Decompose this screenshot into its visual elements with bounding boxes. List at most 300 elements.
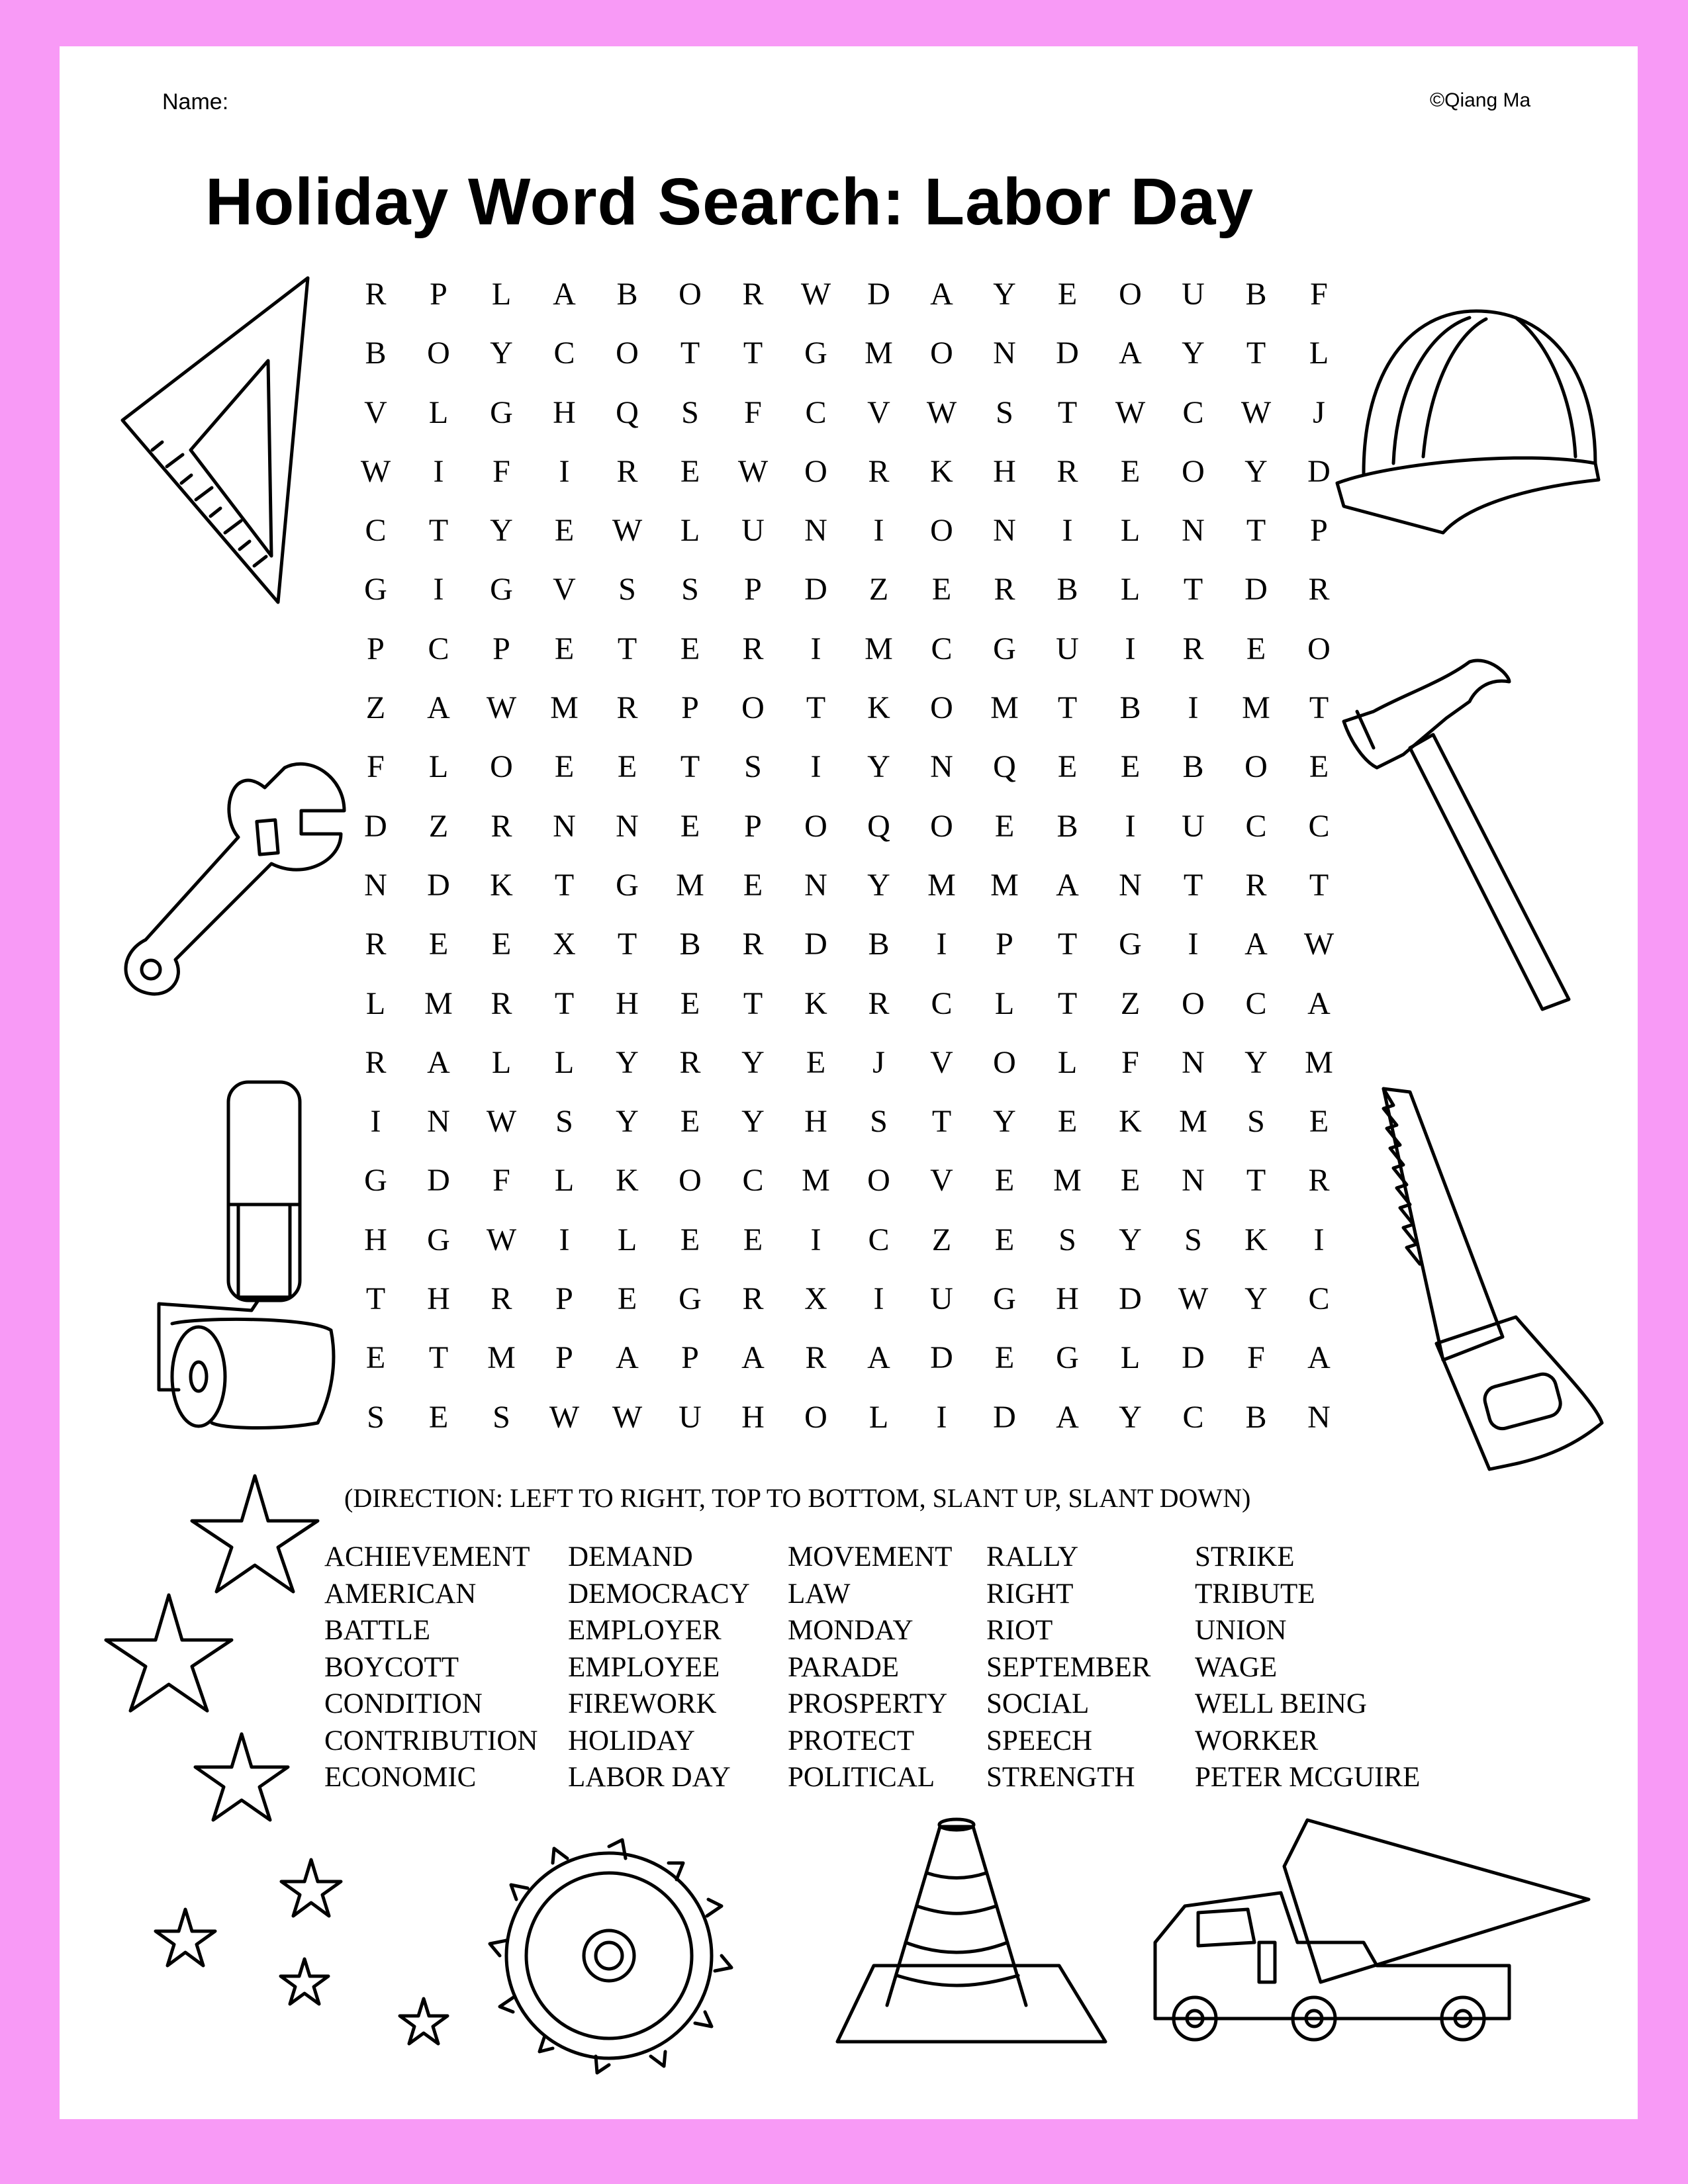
grid-letter[interactable]: E — [994, 1340, 1015, 1376]
grid-letter[interactable]: W — [486, 1104, 517, 1140]
grid-letter[interactable]: W — [800, 277, 831, 312]
grid-letter[interactable]: N — [1182, 1044, 1205, 1080]
grid-letter[interactable]: L — [365, 985, 386, 1021]
grid-letter[interactable]: M — [865, 336, 893, 371]
grid-letter[interactable]: G — [993, 1281, 1016, 1317]
grid-letter[interactable]: G — [427, 1222, 450, 1257]
grid-letter[interactable]: O — [804, 808, 827, 844]
grid-letter[interactable]: B — [1056, 808, 1078, 844]
grid-letter[interactable]: N — [1182, 513, 1205, 549]
grid-letter[interactable]: T — [1057, 394, 1078, 430]
grid-letter[interactable]: R — [868, 985, 890, 1021]
grid-letter[interactable]: T — [680, 336, 700, 371]
grid-letter[interactable]: A — [427, 690, 450, 726]
grid-letter[interactable]: T — [1183, 867, 1203, 903]
grid-letter[interactable]: K — [490, 867, 513, 903]
grid-letter[interactable]: E — [1309, 749, 1329, 785]
grid-letter[interactable]: R — [742, 927, 764, 962]
grid-letter[interactable]: A — [427, 1044, 450, 1080]
grid-letter[interactable]: I — [433, 572, 444, 608]
grid-letter[interactable]: M — [802, 1163, 830, 1199]
grid-letter[interactable]: C — [1182, 394, 1204, 430]
grid-letter[interactable]: U — [1182, 277, 1205, 312]
grid-letter[interactable]: M — [865, 631, 893, 666]
grid-letter[interactable]: U — [1056, 631, 1079, 666]
grid-letter[interactable]: L — [1120, 513, 1141, 549]
grid-letter[interactable]: W — [1303, 927, 1335, 962]
grid-letter[interactable]: A — [553, 277, 576, 312]
grid-letter[interactable]: B — [1245, 1399, 1267, 1435]
grid-letter[interactable]: R — [365, 1044, 387, 1080]
grid-letter[interactable]: E — [554, 749, 575, 785]
grid-letter[interactable]: E — [743, 867, 763, 903]
grid-letter[interactable]: L — [554, 1163, 575, 1199]
grid-letter[interactable]: Y — [1244, 1044, 1268, 1080]
grid-letter[interactable]: R — [1308, 572, 1330, 608]
grid-letter[interactable]: L — [994, 985, 1015, 1021]
grid-letter[interactable]: L — [680, 513, 700, 549]
grid-letter[interactable]: O — [930, 336, 953, 371]
grid-letter[interactable]: P — [996, 927, 1013, 962]
grid-letter[interactable]: Z — [428, 808, 449, 844]
grid-letter[interactable]: L — [428, 394, 449, 430]
grid-letter[interactable]: O — [1244, 749, 1268, 785]
grid-letter[interactable]: S — [996, 394, 1013, 430]
grid-letter[interactable]: G — [490, 394, 513, 430]
grid-letter[interactable]: L — [1057, 1044, 1078, 1080]
grid-letter[interactable]: I — [1125, 631, 1136, 666]
grid-letter[interactable]: Y — [616, 1044, 639, 1080]
grid-letter[interactable]: D — [364, 808, 387, 844]
grid-letter[interactable]: C — [1308, 1281, 1330, 1317]
grid-letter[interactable]: N — [993, 513, 1016, 549]
grid-letter[interactable]: W — [486, 1222, 517, 1257]
grid-letter[interactable]: T — [1246, 336, 1266, 371]
grid-letter[interactable]: K — [930, 453, 953, 489]
grid-letter[interactable]: L — [491, 277, 512, 312]
grid-letter[interactable]: Z — [1120, 985, 1141, 1021]
grid-letter[interactable]: E — [1120, 1163, 1141, 1199]
grid-letter[interactable]: G — [804, 336, 827, 371]
grid-letter[interactable]: O — [427, 336, 450, 371]
grid-letter[interactable]: Z — [365, 690, 386, 726]
grid-letter[interactable]: M — [676, 867, 704, 903]
grid-letter[interactable]: S — [681, 394, 699, 430]
grid-letter[interactable]: T — [428, 513, 449, 549]
grid-letter[interactable]: A — [1056, 1399, 1079, 1435]
grid-letter[interactable]: H — [553, 394, 576, 430]
grid-letter[interactable]: E — [617, 1281, 637, 1317]
grid-letter[interactable]: R — [742, 277, 764, 312]
grid-letter[interactable]: H — [741, 1399, 765, 1435]
grid-letter[interactable]: E — [554, 513, 575, 549]
grid-letter[interactable]: E — [994, 1222, 1015, 1257]
grid-letter[interactable]: S — [681, 572, 699, 608]
grid-letter[interactable]: O — [1307, 631, 1331, 666]
grid-letter[interactable]: F — [1121, 1044, 1139, 1080]
grid-letter[interactable]: A — [1307, 1340, 1331, 1376]
grid-letter[interactable]: K — [1119, 1104, 1142, 1140]
grid-letter[interactable]: Y — [1244, 453, 1268, 489]
grid-letter[interactable]: T — [743, 985, 763, 1021]
grid-letter[interactable]: T — [554, 985, 575, 1021]
grid-letter[interactable]: N — [804, 867, 827, 903]
grid-letter[interactable]: E — [680, 985, 700, 1021]
grid-letter[interactable]: M — [1053, 1163, 1082, 1199]
grid-letter[interactable]: T — [1057, 927, 1078, 962]
grid-letter[interactable]: D — [1056, 336, 1079, 371]
grid-letter[interactable]: R — [742, 631, 764, 666]
grid-letter[interactable]: E — [743, 1222, 763, 1257]
grid-letter[interactable]: N — [616, 808, 639, 844]
grid-letter[interactable]: N — [993, 336, 1016, 371]
grid-letter[interactable]: W — [1115, 394, 1146, 430]
grid-letter[interactable]: E — [554, 631, 575, 666]
grid-letter[interactable]: W — [612, 513, 643, 549]
grid-letter[interactable]: F — [1247, 1340, 1265, 1376]
grid-letter[interactable]: M — [550, 690, 579, 726]
grid-letter[interactable]: T — [554, 867, 575, 903]
grid-letter[interactable]: D — [867, 277, 890, 312]
grid-letter[interactable]: Y — [490, 513, 513, 549]
grid-letter[interactable]: C — [805, 394, 827, 430]
grid-letter[interactable]: C — [742, 1163, 764, 1199]
grid-letter[interactable]: F — [492, 453, 510, 489]
grid-letter[interactable]: T — [743, 336, 763, 371]
grid-letter[interactable]: T — [1246, 513, 1266, 549]
grid-letter[interactable]: B — [1182, 749, 1204, 785]
grid-letter[interactable]: F — [367, 749, 385, 785]
grid-letter[interactable]: N — [1182, 1163, 1205, 1199]
grid-letter[interactable]: E — [931, 572, 952, 608]
grid-letter[interactable]: E — [428, 927, 449, 962]
grid-letter[interactable]: H — [804, 1104, 827, 1140]
grid-letter[interactable]: R — [805, 1340, 827, 1376]
grid-letter[interactable]: G — [364, 1163, 387, 1199]
grid-letter[interactable]: D — [993, 1399, 1016, 1435]
grid-letter[interactable]: A — [930, 277, 953, 312]
grid-letter[interactable]: O — [993, 1044, 1016, 1080]
grid-letter[interactable]: E — [1120, 749, 1141, 785]
grid-letter[interactable]: E — [1120, 453, 1141, 489]
grid-letter[interactable]: L — [1309, 336, 1329, 371]
grid-letter[interactable]: A — [1307, 985, 1331, 1021]
grid-letter[interactable]: V — [364, 394, 387, 430]
grid-letter[interactable]: E — [806, 1044, 826, 1080]
grid-letter[interactable]: R — [491, 985, 512, 1021]
grid-letter[interactable]: D — [1182, 1340, 1205, 1376]
grid-letter[interactable]: U — [930, 1281, 953, 1317]
grid-letter[interactable]: S — [492, 1399, 510, 1435]
grid-letter[interactable]: W — [1178, 1281, 1209, 1317]
grid-letter[interactable]: T — [806, 690, 826, 726]
grid-letter[interactable]: A — [1119, 336, 1142, 371]
grid-letter[interactable]: M — [1305, 1044, 1333, 1080]
grid-letter[interactable]: E — [1057, 1104, 1078, 1140]
grid-letter[interactable]: R — [616, 690, 638, 726]
grid-letter[interactable]: Z — [931, 1222, 952, 1257]
grid-letter[interactable]: Y — [490, 336, 513, 371]
grid-letter[interactable]: Y — [867, 867, 890, 903]
grid-letter[interactable]: M — [927, 867, 956, 903]
grid-letter[interactable]: E — [994, 1163, 1015, 1199]
grid-letter[interactable]: I — [873, 513, 884, 549]
grid-letter[interactable]: D — [804, 572, 827, 608]
grid-letter[interactable]: F — [1310, 277, 1328, 312]
grid-letter[interactable]: M — [1242, 690, 1270, 726]
grid-letter[interactable]: P — [681, 1340, 699, 1376]
grid-letter[interactable]: K — [1244, 1222, 1268, 1257]
grid-letter[interactable]: M — [990, 690, 1019, 726]
grid-letter[interactable]: C — [1245, 808, 1267, 844]
grid-letter[interactable]: U — [741, 513, 765, 549]
grid-letter[interactable]: J — [872, 1044, 885, 1080]
grid-letter[interactable]: Q — [616, 394, 639, 430]
grid-letter[interactable]: T — [617, 927, 637, 962]
grid-letter[interactable]: G — [679, 1281, 702, 1317]
grid-letter[interactable]: I — [1188, 690, 1199, 726]
grid-letter[interactable]: A — [1056, 867, 1079, 903]
grid-letter[interactable]: E — [617, 749, 637, 785]
grid-letter[interactable]: X — [804, 1281, 827, 1317]
grid-letter[interactable]: P — [681, 690, 699, 726]
grid-letter[interactable]: F — [492, 1163, 510, 1199]
grid-letter[interactable]: S — [555, 1104, 573, 1140]
grid-letter[interactable]: N — [1307, 1399, 1331, 1435]
grid-letter[interactable]: P — [1310, 513, 1328, 549]
grid-letter[interactable]: R — [1056, 453, 1078, 489]
grid-letter[interactable]: V — [930, 1044, 953, 1080]
grid-letter[interactable]: Y — [741, 1104, 765, 1140]
grid-letter[interactable]: E — [680, 453, 700, 489]
grid-letter[interactable]: A — [867, 1340, 890, 1376]
grid-letter[interactable]: W — [926, 394, 957, 430]
grid-letter[interactable]: B — [1056, 572, 1078, 608]
grid-letter[interactable]: E — [1246, 631, 1266, 666]
grid-letter[interactable]: O — [804, 453, 827, 489]
grid-letter[interactable]: Z — [868, 572, 889, 608]
grid-letter[interactable]: Q — [993, 749, 1016, 785]
grid-letter[interactable]: E — [491, 927, 512, 962]
grid-letter[interactable]: G — [1056, 1340, 1079, 1376]
grid-letter[interactable]: G — [993, 631, 1016, 666]
grid-letter[interactable]: E — [1309, 1104, 1329, 1140]
grid-letter[interactable]: I — [936, 1399, 947, 1435]
grid-letter[interactable]: B — [1119, 690, 1141, 726]
grid-letter[interactable]: I — [810, 749, 821, 785]
grid-letter[interactable]: W — [737, 453, 769, 489]
grid-letter[interactable]: H — [364, 1222, 387, 1257]
grid-letter[interactable]: E — [1057, 277, 1078, 312]
grid-letter[interactable]: N — [427, 1104, 450, 1140]
grid-letter[interactable]: M — [424, 985, 453, 1021]
grid-letter[interactable]: R — [616, 453, 638, 489]
grid-letter[interactable]: C — [1308, 808, 1330, 844]
grid-letter[interactable]: V — [553, 572, 576, 608]
grid-letter[interactable]: C — [428, 631, 449, 666]
grid-letter[interactable]: N — [553, 808, 576, 844]
grid-letter[interactable]: P — [555, 1340, 573, 1376]
grid-letter[interactable]: D — [1307, 453, 1331, 489]
grid-letter[interactable]: D — [1119, 1281, 1142, 1317]
grid-letter[interactable]: A — [1244, 927, 1268, 962]
grid-letter[interactable]: C — [553, 336, 575, 371]
grid-letter[interactable]: T — [428, 1340, 449, 1376]
grid-letter[interactable]: G — [616, 867, 639, 903]
grid-letter[interactable]: L — [554, 1044, 575, 1080]
grid-letter[interactable]: Y — [1244, 1281, 1268, 1317]
grid-letter[interactable]: D — [1244, 572, 1268, 608]
grid-letter[interactable]: H — [427, 1281, 450, 1317]
grid-letter[interactable]: L — [1120, 572, 1141, 608]
grid-letter[interactable]: E — [365, 1340, 386, 1376]
grid-letter[interactable]: N — [1119, 867, 1142, 903]
grid-letter[interactable]: K — [867, 690, 890, 726]
grid-letter[interactable]: P — [744, 572, 762, 608]
grid-letter[interactable]: Q — [867, 808, 890, 844]
grid-letter[interactable]: Y — [616, 1104, 639, 1140]
grid-letter[interactable]: I — [1188, 927, 1199, 962]
grid-letter[interactable]: O — [490, 749, 513, 785]
grid-letter[interactable]: I — [370, 1104, 381, 1140]
grid-letter[interactable]: E — [428, 1399, 449, 1435]
grid-letter[interactable]: B — [679, 927, 701, 962]
grid-letter[interactable]: S — [618, 572, 636, 608]
grid-letter[interactable]: I — [873, 1281, 884, 1317]
grid-letter[interactable]: Y — [993, 277, 1016, 312]
grid-letter[interactable]: T — [617, 631, 637, 666]
grid-letter[interactable]: I — [1125, 808, 1136, 844]
grid-letter[interactable]: O — [616, 336, 639, 371]
grid-letter[interactable]: L — [1120, 1340, 1141, 1376]
grid-letter[interactable]: V — [867, 394, 890, 430]
grid-letter[interactable]: R — [868, 453, 890, 489]
grid-letter[interactable]: N — [930, 749, 953, 785]
grid-letter[interactable]: O — [930, 513, 953, 549]
grid-letter[interactable]: K — [616, 1163, 639, 1199]
grid-letter[interactable]: H — [1056, 1281, 1079, 1317]
grid-letter[interactable]: H — [993, 453, 1016, 489]
grid-letter[interactable]: S — [1247, 1104, 1265, 1140]
grid-letter[interactable]: I — [810, 631, 821, 666]
grid-letter[interactable]: A — [616, 1340, 639, 1376]
grid-letter[interactable]: T — [365, 1281, 386, 1317]
grid-letter[interactable]: R — [1182, 631, 1204, 666]
grid-letter[interactable]: R — [1245, 867, 1267, 903]
grid-letter[interactable]: I — [1062, 513, 1073, 549]
grid-letter[interactable]: V — [930, 1163, 953, 1199]
grid-letter[interactable]: O — [1182, 985, 1205, 1021]
grid-letter[interactable]: C — [1182, 1399, 1204, 1435]
grid-letter[interactable]: O — [867, 1163, 890, 1199]
grid-letter[interactable]: L — [617, 1222, 637, 1257]
grid-letter[interactable]: T — [1183, 572, 1203, 608]
grid-letter[interactable]: R — [491, 1281, 512, 1317]
grid-letter[interactable]: L — [868, 1399, 889, 1435]
grid-letter[interactable]: E — [680, 808, 700, 844]
grid-letter[interactable]: S — [870, 1104, 888, 1140]
grid-letter[interactable]: I — [1313, 1222, 1325, 1257]
grid-letter[interactable]: W — [360, 453, 391, 489]
grid-letter[interactable]: B — [365, 336, 387, 371]
grid-letter[interactable]: E — [994, 808, 1015, 844]
grid-letter[interactable]: D — [427, 1163, 450, 1199]
grid-letter[interactable]: M — [990, 867, 1019, 903]
grid-letter[interactable]: C — [931, 631, 953, 666]
grid-letter[interactable]: E — [1057, 749, 1078, 785]
grid-letter[interactable]: M — [1179, 1104, 1207, 1140]
grid-letter[interactable]: I — [559, 453, 570, 489]
grid-letter[interactable]: G — [364, 572, 387, 608]
grid-letter[interactable]: T — [1057, 690, 1078, 726]
grid-letter[interactable]: S — [367, 1399, 385, 1435]
grid-letter[interactable]: R — [365, 927, 387, 962]
grid-letter[interactable]: P — [744, 808, 762, 844]
grid-letter[interactable]: I — [936, 927, 947, 962]
grid-letter[interactable]: O — [930, 690, 953, 726]
grid-letter[interactable]: Y — [1119, 1399, 1142, 1435]
grid-letter[interactable]: S — [1184, 1222, 1202, 1257]
grid-letter[interactable]: K — [804, 985, 827, 1021]
grid-letter[interactable]: I — [810, 1222, 821, 1257]
grid-letter[interactable]: F — [744, 394, 762, 430]
grid-letter[interactable]: O — [1182, 453, 1205, 489]
grid-letter[interactable]: D — [930, 1340, 953, 1376]
grid-letter[interactable]: W — [612, 1399, 643, 1435]
grid-letter[interactable]: W — [1241, 394, 1272, 430]
grid-letter[interactable]: M — [487, 1340, 516, 1376]
grid-letter[interactable]: T — [1246, 1163, 1266, 1199]
grid-letter[interactable]: B — [1245, 277, 1267, 312]
grid-letter[interactable]: W — [486, 690, 517, 726]
grid-letter[interactable]: T — [1057, 985, 1078, 1021]
grid-letter[interactable]: R — [742, 1281, 764, 1317]
grid-letter[interactable]: R — [491, 808, 512, 844]
grid-letter[interactable]: A — [741, 1340, 765, 1376]
grid-letter[interactable]: S — [1058, 1222, 1076, 1257]
grid-letter[interactable]: Y — [741, 1044, 765, 1080]
grid-letter[interactable]: R — [1308, 1163, 1330, 1199]
grid-letter[interactable]: D — [804, 927, 827, 962]
grid-letter[interactable]: E — [680, 1222, 700, 1257]
grid-letter[interactable]: Y — [1182, 336, 1205, 371]
grid-letter[interactable]: W — [549, 1399, 580, 1435]
grid-letter[interactable]: P — [367, 631, 385, 666]
grid-letter[interactable]: Y — [1119, 1222, 1142, 1257]
grid-letter[interactable]: R — [994, 572, 1015, 608]
grid-letter[interactable]: E — [680, 631, 700, 666]
grid-letter[interactable]: H — [616, 985, 639, 1021]
grid-letter[interactable]: X — [553, 927, 576, 962]
grid-letter[interactable]: Y — [993, 1104, 1016, 1140]
grid-letter[interactable]: U — [1182, 808, 1205, 844]
grid-letter[interactable]: O — [1119, 277, 1142, 312]
grid-letter[interactable]: O — [930, 808, 953, 844]
grid-letter[interactable]: N — [804, 513, 827, 549]
grid-letter[interactable]: Y — [867, 749, 890, 785]
grid-letter[interactable]: T — [680, 749, 700, 785]
grid-letter[interactable]: P — [492, 631, 510, 666]
grid-letter[interactable]: R — [365, 277, 387, 312]
grid-letter[interactable]: G — [1119, 927, 1142, 962]
grid-letter[interactable]: I — [433, 453, 444, 489]
grid-letter[interactable]: O — [679, 277, 702, 312]
grid-letter[interactable]: N — [364, 867, 387, 903]
grid-letter[interactable]: I — [559, 1222, 570, 1257]
grid-letter[interactable]: O — [804, 1399, 827, 1435]
grid-letter[interactable]: T — [1309, 867, 1329, 903]
grid-letter[interactable]: O — [679, 1163, 702, 1199]
